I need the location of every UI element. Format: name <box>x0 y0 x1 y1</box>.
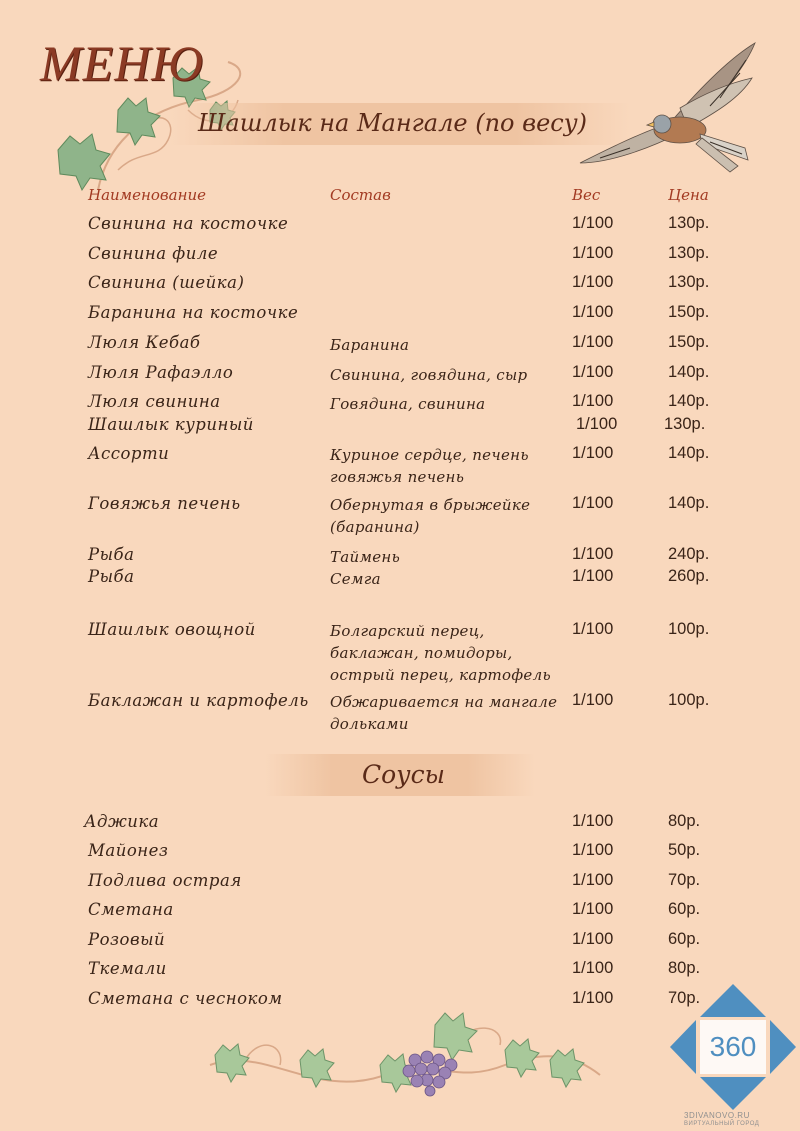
item-price: 150р. <box>668 333 710 351</box>
site-url: 3DIVANOVO.RU <box>684 1111 750 1120</box>
sauce-weight: 1/100 <box>572 930 614 948</box>
item-name: Свинина (шейка) <box>88 273 245 292</box>
item-price: 260р. <box>668 567 710 585</box>
item-weight: 1/100 <box>572 567 614 585</box>
item-weight: 1/100 <box>572 620 614 638</box>
item-name: Рыба <box>88 567 135 586</box>
item-name: Баранина на косточке <box>88 303 299 322</box>
item-name: Шашлык куриный <box>88 415 254 434</box>
item-comp: Обернутая в брыжейке (баранина) <box>330 496 531 536</box>
sauce-weight: 1/100 <box>572 959 614 977</box>
section-title-sauces: Соусы <box>362 760 446 789</box>
360-logo-icon <box>668 982 798 1112</box>
sauce-name: Подлива острая <box>88 871 242 890</box>
item-comp: Болгарский перец, баклажан, помидоры, острый перец, картофель <box>330 622 551 684</box>
sauce-price: 70р. <box>668 989 701 1007</box>
badge-text: 360 <box>709 1031 757 1062</box>
item-name: Люля Кебаб <box>88 333 201 352</box>
item-comp: Обжаривается на мангале дольками <box>330 693 558 733</box>
item-weight: 1/100 <box>572 214 614 232</box>
item-price: 130р. <box>664 415 706 433</box>
section-title-band <box>265 754 535 796</box>
item-price: 140р. <box>668 363 710 381</box>
site-caption <box>684 1112 759 1128</box>
item-weight: 1/100 <box>572 363 614 381</box>
sauce-name: Сметана <box>88 900 174 919</box>
sauce-weight: 1/100 <box>572 900 614 918</box>
item-name: Говяжья печень <box>88 494 241 513</box>
item-price: 130р. <box>668 273 710 291</box>
sauce-price: 80р. <box>668 812 701 830</box>
item-comp: Таймень <box>330 548 401 566</box>
item-comp: Баранина <box>330 336 410 354</box>
sauce-name: Ткемали <box>88 959 167 978</box>
item-weight: 1/100 <box>572 444 614 462</box>
header-name: Наименование <box>88 186 207 204</box>
item-price: 140р. <box>668 494 710 512</box>
item-price: 100р. <box>668 620 710 638</box>
item-weight: 1/100 <box>572 392 614 410</box>
item-weight: 1/100 <box>572 333 614 351</box>
item-name: Свинина на косточке <box>88 214 289 233</box>
item-weight: 1/100 <box>572 494 614 512</box>
item-price: 100р. <box>668 691 710 709</box>
item-weight: 1/100 <box>572 244 614 262</box>
sauce-weight: 1/100 <box>572 989 614 1007</box>
item-name: Шашлык овощной <box>88 620 256 639</box>
item-price: 140р. <box>668 392 710 410</box>
item-name: Баклажан и картофель <box>88 691 309 710</box>
sauce-name: Аджика <box>84 812 160 831</box>
item-price: 140р. <box>668 444 710 462</box>
item-name: Ассорти <box>88 444 170 463</box>
item-comp: Куриное сердце, печень говяжья печень <box>330 446 529 486</box>
sauce-weight: 1/100 <box>572 841 614 859</box>
sauce-price: 50р. <box>668 841 701 859</box>
sauce-price: 60р. <box>668 900 701 918</box>
item-weight: 1/100 <box>572 303 614 321</box>
header-weight: Вес <box>572 186 601 204</box>
section-title-shashlik: Шашлык на Мангале (по весу) <box>198 109 588 137</box>
header-composition: Состав <box>330 186 391 204</box>
sauce-price: 60р. <box>668 930 701 948</box>
item-name: Рыба <box>88 545 135 564</box>
item-comp: Семга <box>330 570 381 588</box>
item-price: 150р. <box>668 303 710 321</box>
item-name: Свинина филе <box>88 244 219 263</box>
sauce-name: Майонез <box>88 841 169 860</box>
sauce-name: Розовый <box>88 930 166 949</box>
vine-grapes-decoration <box>205 1005 605 1105</box>
item-weight: 1/100 <box>572 273 614 291</box>
sauce-weight: 1/100 <box>572 812 614 830</box>
sauce-price: 80р. <box>668 959 701 977</box>
item-price: 130р. <box>668 214 710 232</box>
item-weight: 1/100 <box>576 415 618 433</box>
item-comp: Говядина, свинина <box>330 395 486 413</box>
section-title-band <box>170 103 630 145</box>
sauce-name: Сметана с чесноком <box>88 989 283 1008</box>
item-price: 130р. <box>668 244 710 262</box>
item-weight: 1/100 <box>572 545 614 563</box>
item-name: Люля свинина <box>88 392 221 411</box>
site-subtitle: ВИРТУАЛЬНЫЙ ГОРОД <box>684 1121 760 1127</box>
item-name: Люля Рафаэлло <box>88 363 234 382</box>
sauce-price: 70р. <box>668 871 701 889</box>
menu-logo: МЕНЮ <box>40 35 204 91</box>
header-price: Цена <box>668 186 709 204</box>
sauce-weight: 1/100 <box>572 871 614 889</box>
item-weight: 1/100 <box>572 691 614 709</box>
item-comp: Свинина, говядина, сыр <box>330 366 528 384</box>
item-price: 240р. <box>668 545 710 563</box>
